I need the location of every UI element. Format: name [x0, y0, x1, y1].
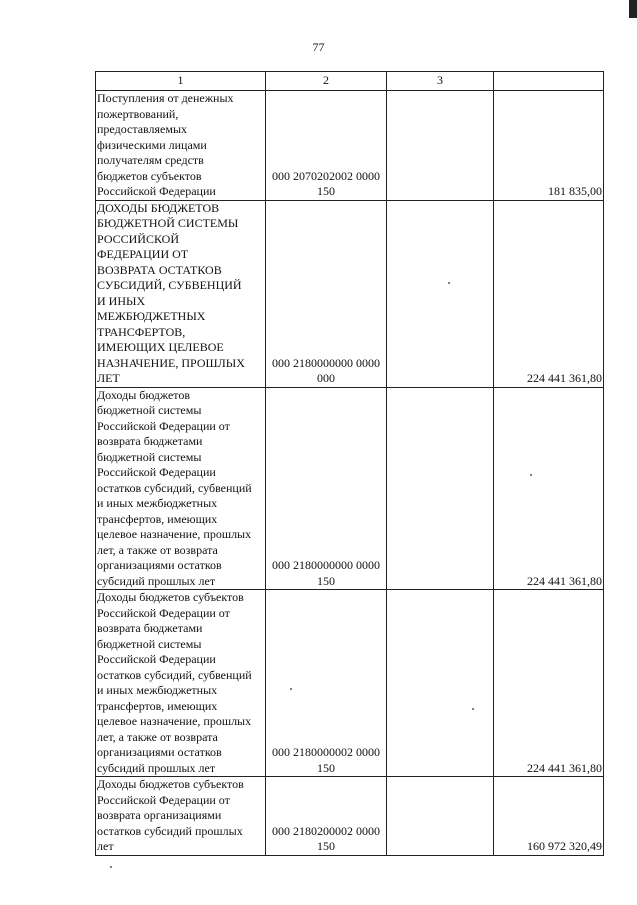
table-row [96, 200, 604, 387]
row-code: 000 2180000000 0000 000 [266, 200, 387, 387]
row-code: 000 2180000002 0000 150 [266, 590, 387, 777]
row-name-cell [96, 387, 266, 590]
table-row [96, 590, 604, 777]
row-col3 [387, 777, 494, 856]
scan-speck [448, 282, 450, 284]
row-code: 000 2180200002 0000 150 [266, 777, 387, 856]
row-name: Поступления от денежных пожертвований, предоставляемых физическими лицами получателям средств бюджетов субъектов Российской Федерации [97, 91, 234, 198]
row-amount: 160 972 320,49 [494, 777, 604, 856]
row-col3 [387, 91, 494, 201]
row-name-cell [96, 590, 266, 777]
row-name-cell [96, 777, 266, 856]
header-col-4 [494, 72, 604, 91]
scan-speck [110, 866, 112, 868]
row-amount: 181 835,00 [494, 91, 604, 201]
row-code: 000 2070202002 0000 150 [266, 91, 387, 201]
row-name: Доходы бюджетов бюджетной системы Российской Федерации от возврата бюджетами бюджетной системы Российской Федерации остатков субсидий, субвенций и иных межбюджетных трансфертов, имеющих целевое назначение, прошлых лет, а также от возврата организациями остатков субсидий прошлых лет [97, 387, 252, 588]
table-header-row [96, 72, 604, 91]
row-name-cell [96, 91, 266, 201]
table-row [96, 91, 604, 201]
row-name: Доходы бюджетов субъектов Российской Федерации от возврата организациями остатков субсидий прошлых лет [97, 777, 244, 853]
scan-speck [472, 708, 474, 710]
header-col-3: 3 [387, 72, 494, 91]
row-amount: 224 441 361,80 [494, 200, 604, 387]
row-amount: 224 441 361,80 [494, 590, 604, 777]
scan-speck [290, 688, 292, 690]
scan-speck [530, 474, 532, 476]
row-col3 [387, 200, 494, 387]
header-col-2: 2 [266, 72, 387, 91]
row-name: Доходы бюджетов субъектов Российской Федерации от возврата бюджетами бюджетной системы Российской Федерации остатков субсидий, субвенций и иных межбюджетных трансфертов, имеющих целевое назначение, прошлых лет, а также от возврата организациями остатков субсидий прошлых лет [97, 590, 252, 775]
row-col3 [387, 387, 494, 590]
row-code: 000 2180000000 0000 150 [266, 387, 387, 590]
header-col-1: 1 [96, 72, 266, 91]
table-row [96, 387, 604, 590]
row-amount: 224 441 361,80 [494, 387, 604, 590]
row-name: ДОХОДЫ БЮДЖЕТОВ БЮДЖЕТНОЙ СИСТЕМЫ РОССИЙСКОЙ ФЕДЕРАЦИИ ОТ ВОЗВРАТА ОСТАТКОВ СУБСИДИЙ, СУБВЕНЦИЙ И ИНЫХ МЕЖБЮДЖЕТНЫХ ТРАНСФЕРТОВ, ИМЕЮЩИХ ЦЕЛЕВОЕ НАЗНАЧЕНИЕ, ПРОШЛЫХ ЛЕТ [97, 200, 245, 385]
revenue-table [95, 71, 604, 856]
scan-edge-mark [629, 0, 637, 18]
row-col3 [387, 590, 494, 777]
page-number: 77 [312, 40, 325, 54]
table-row [96, 777, 604, 856]
row-name-cell [96, 200, 266, 387]
